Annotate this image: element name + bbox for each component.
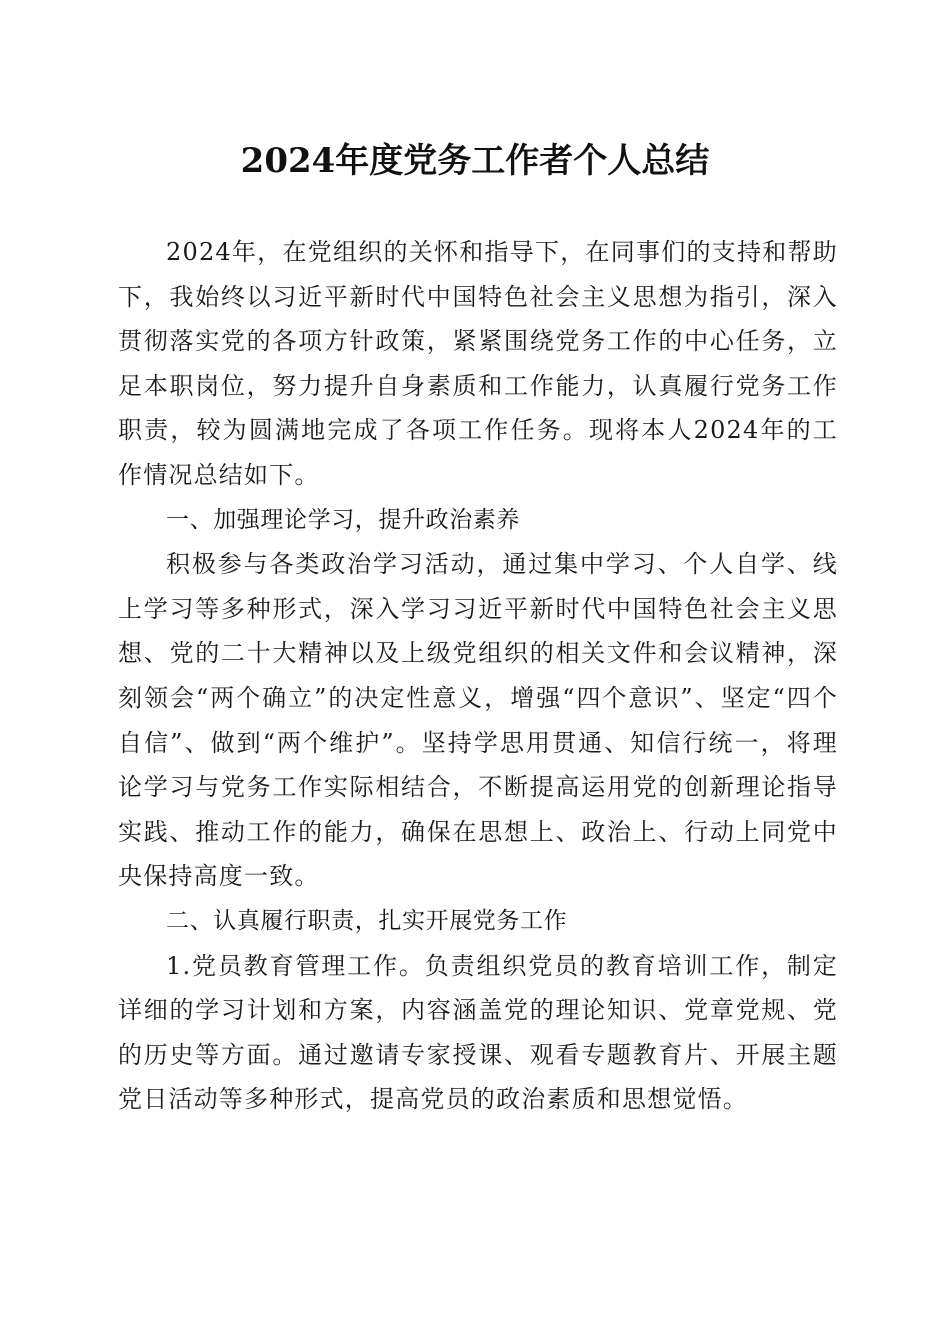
intro-paragraph: 2024年，在党组织的关怀和指导下，在同事们的支持和帮助下，我始终以习近平新时代中国特色社会主义思想为指引，深入贯彻落实党的各项方针政策，紧紧围绕党务工作的中心任务，立足本职岗位，努力提升自身素质和工作能力，认真履行党务工作职责，较为圆满地完成了各项工作任务。现将本人2024年的工作情况总结如下。 (118, 238, 838, 489)
section-heading-2: 二、认真履行职责，扎实开展党务工作 (166, 907, 568, 934)
section-paragraph-1: 积极参与各类政治学习活动，通过集中学习、个人自学、线上学习等多种形式，深入学习习近平新时代中国特色社会主义思想、党的二十大精神以及上级党组织的相关文件和会议精神，深刻领会“两个确立”的决定性意义，增强“四个意识”、坚定“四个自信”、做到“两个维护”。坚持学思用贯通、知信行统一，将理论学习与党务工作实际相结合，不断提高运用党的创新理论指导实践、推动工作的能力，确保在思想上、政治上、行动上同党中央保持高度一致。 (118, 550, 838, 891)
section-heading-1: 一、加强理论学习，提升政治素养 (166, 506, 520, 533)
document-title: 2024年度党务工作者个人总结 (240, 141, 710, 181)
document-body (118, 230, 838, 1122)
section-paragraph-2: 1.党员教育管理工作。负责组织党员的教育培训工作，制定详细的学习计划和方案，内容涵盖党的理论知识、党章党规、党的历史等方面。通过邀请专家授课、观看专题教育片、开展主题党日活动等多种形式，提高党员的政治素质和思想觉悟。 (118, 951, 838, 1114)
